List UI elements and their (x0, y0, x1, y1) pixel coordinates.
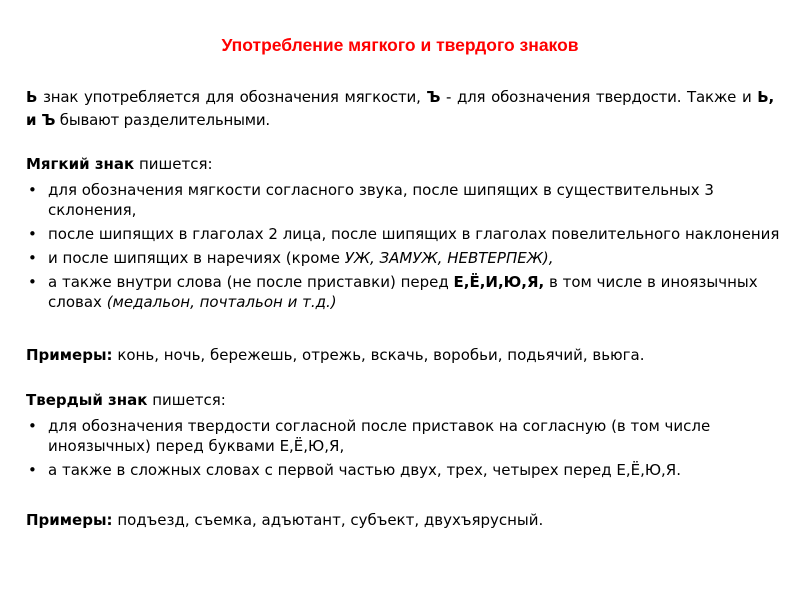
soft-rule-2 (26, 224, 786, 244)
hard-examples-text: подъезд, съемка, адъютант, субъект, двухъярусный. (112, 511, 544, 529)
intro-text-3: бывают разделительными. (55, 111, 270, 129)
soft-rule-4-letters: Е,Ё,И,Ю,Я, (453, 273, 545, 291)
hard-sign-heading-rest: пишется: (147, 391, 226, 409)
soft-rule-1-text: для обозначения мягкости согласного звука, после шипящих в существительных 3 склонения, (48, 181, 714, 219)
hard-rule-1 (26, 416, 786, 456)
soft-rule-4-text-1: а также внутри слова (не после приставки) перед (48, 273, 454, 291)
hard-rule-2 (26, 460, 786, 480)
soft-rule-3 (26, 248, 786, 268)
soft-rule-4 (26, 272, 786, 312)
intro-text-1: знак употребляется для обозначения мягкости, (37, 88, 427, 106)
intro-paragraph (26, 86, 774, 132)
soft-rule-1 (26, 180, 786, 220)
soft-sign-heading (26, 154, 213, 174)
soft-rule-4-examples: (медальон, почтальон и т.д.) (106, 293, 337, 311)
hard-sign-heading-bold: Твердый знак (26, 391, 148, 409)
soft-sign-heading-bold: Мягкий знак (26, 155, 135, 173)
hard-sign-rules (26, 416, 786, 484)
hard-sign-heading (26, 390, 226, 410)
soft-sign-heading-rest: пишется: (134, 155, 213, 173)
soft-sign-examples (26, 345, 786, 365)
both-signs-label: Ь, и Ъ (26, 88, 774, 129)
soft-rule-4-text-2: в том числе в иноязычных словах (48, 273, 758, 311)
soft-rule-3-text: и после шипящих в наречиях (кроме (48, 249, 345, 267)
intro-text-2: - для обозначения твердости. Также и (440, 88, 758, 106)
soft-examples-label: Примеры: (26, 346, 113, 364)
soft-rule-2-text: после шипящих в глаголах 2 лица, после шипящих в глаголах повелительного наклонения (48, 225, 780, 243)
soft-rule-3-exceptions: УЖ, ЗАМУЖ, НЕВТЕРПЕЖ), (344, 249, 554, 267)
hard-sign-examples (26, 510, 786, 530)
soft-examples-text: конь, ночь, бережешь, отрежь, вскачь, воробьи, подьячий, вьюга. (112, 346, 645, 364)
hard-sign-label: Ъ (426, 88, 441, 106)
slide-title: Употребление мягкого и твердого знаков (221, 35, 579, 55)
hard-rule-1-text: для обозначения твердости согласной после приставок на согласную (в том числе иноязычных) перед буквами Е,Ё,Ю,Я, (48, 417, 711, 455)
hard-rule-2-text: а также в сложных словах с первой частью двух, трех, четырех перед Е,Ё,Ю,Я. (48, 461, 681, 479)
soft-sign-label: Ь (26, 88, 38, 106)
soft-sign-rules (26, 180, 786, 316)
hard-examples-label: Примеры: (26, 511, 113, 529)
